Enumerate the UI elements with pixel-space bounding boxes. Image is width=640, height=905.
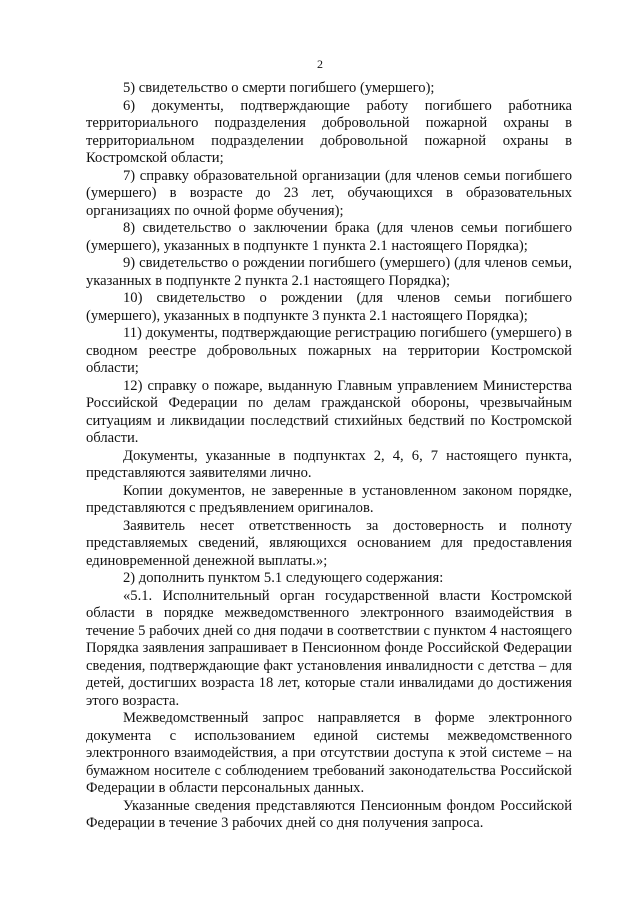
- paragraph-item-7: 7) справку образовательной организации (для членов семьи погибшего (умершего) в возрасте до 23 лет, обучающихся в образовательных организациях по очной форме обучения);: [86, 167, 572, 219]
- paragraph-item-10: 10) свидетельство о рождении (для членов семьи погибшего (умершего), указанных в подпункте 3 пункта 2.1 настоящего Порядка);: [86, 290, 572, 324]
- paragraph-interagency-request: Межведомственный запрос направляется в форме электронного документа с использованием единой системы межведомственного электронного взаимодействия, а при отсутствии доступа к этой системе – на бумажном носителе с соблюдением требований законодательства Российской Федерации в области персональных данных.: [86, 710, 572, 796]
- paragraph-copies-originals: Копии документов, не заверенные в установленном законом порядке, представляются с предъявлением оригиналов.: [86, 482, 572, 516]
- paragraph-pension-fund-response: Указанные сведения представляются Пенсионным фондом Российской Федерации в течение 3 рабочих дней со дня получения запроса.: [86, 797, 572, 831]
- paragraph-item-5: 5) свидетельство о смерти погибшего (умершего);: [123, 80, 435, 96]
- paragraph-applicant-responsibility: Заявитель несет ответственность за достоверность и полноту представляемых сведений, являющихся основанием для предоставления единовременной денежной выплаты.»;: [86, 517, 572, 569]
- document-body: [86, 80, 572, 833]
- paragraph-item-8: 8) свидетельство о заключении брака (для членов семьи погибшего (умершего), указанных в подпункте 1 пункта 2.1 настоящего Порядка);: [86, 220, 572, 254]
- paragraph-clause-5-1: «5.1. Исполнительный орган государственной власти Костромской области в порядке межведомственного электронного взаимодействия в течение 5 рабочих дней со дня подачи в соответствии с пунктом 4 настоящего Порядка заявления запрашивает в Пенсионном фонде Российской Федерации сведения, подтверждающие факт установления инвалидности с детства – для детей, достигших возраста 18 лет, которые стали инвалидами до достижения этого возраста.: [86, 587, 572, 709]
- paragraph-documents-in-person: Документы, указанные в подпунктах 2, 4, 6, 7 настоящего пункта, представляются заявителями лично.: [86, 447, 572, 481]
- paragraph-item-9: 9) свидетельство о рождении погибшего (умершего) (для членов семьи, указанных в подпункте 2 пункта 2.1 настоящего Порядка);: [86, 255, 572, 289]
- paragraph-item-6: 6) документы, подтверждающие работу погибшего работника территориального подразделения добровольной пожарной охраны в территориальном подразделении добровольной пожарной охраны в Костромской области;: [86, 97, 572, 166]
- paragraph-item-11: 11) документы, подтверждающие регистрацию погибшего (умершего) в сводном реестре добровольных пожарных на территории Костромской области;: [86, 325, 572, 376]
- page-number: 2: [317, 57, 323, 71]
- paragraph-amendment-2: 2) дополнить пунктом 5.1 следующего содержания:: [123, 570, 444, 586]
- paragraph-item-12: 12) справку о пожаре, выданную Главным управлением Министерства Российской Федерации по делам гражданской обороны, чрезвычайным ситуациям и ликвидации последствий стихийных бедствий по Костромской области.: [86, 377, 572, 446]
